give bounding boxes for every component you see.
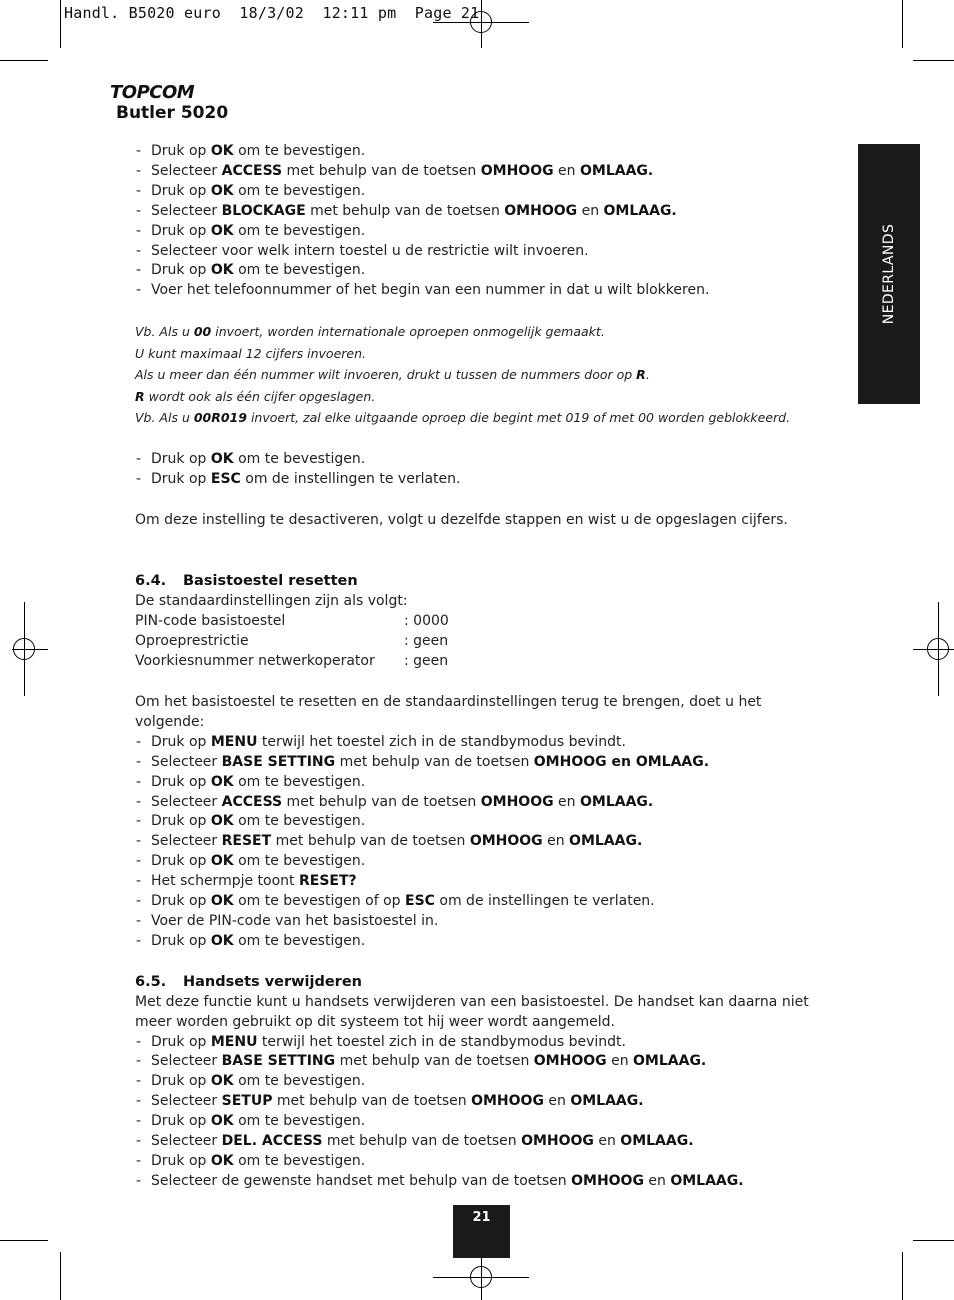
page-number: 21 <box>453 1205 510 1258</box>
text-run: met behulp van de toetsen <box>282 793 481 810</box>
note-line <box>135 386 835 408</box>
step-item <box>135 202 835 222</box>
text-run: invoert, worden internationale oproepen onmogelijk gemaakt. <box>211 324 605 340</box>
steps-list-blockage <box>135 142 835 301</box>
emphasis-text: OK <box>210 222 234 239</box>
step-item <box>135 1072 835 1092</box>
step-item <box>135 450 835 470</box>
text-run: Vb. Als u <box>135 410 194 426</box>
default-setting-value: : geen <box>404 633 449 650</box>
step-item <box>135 912 835 932</box>
step-item <box>135 733 835 753</box>
default-setting-value: : geen <box>404 653 449 670</box>
steps-list-delete-handset <box>135 1033 835 1192</box>
emphasis-text: BLOCKAGE <box>221 202 306 219</box>
step-item <box>135 932 835 952</box>
text-run: Druk op <box>151 932 211 949</box>
emphasis-text: OMHOOG <box>469 833 543 850</box>
text-run: Druk op <box>151 450 211 467</box>
text-run: Druk op <box>151 853 211 870</box>
emphasis-text: OMHOOG <box>533 1053 607 1070</box>
step-item <box>135 1132 835 1152</box>
step-item <box>135 142 835 162</box>
emphasis-text: MENU <box>210 1033 258 1050</box>
emphasis-text: OMHOOG <box>471 1093 544 1110</box>
emphasis-text: OK <box>210 1073 234 1090</box>
step-item <box>135 812 835 832</box>
section-heading-6-4: 6.4. Basistoestel resetten <box>135 573 358 590</box>
language-tab <box>858 144 920 404</box>
emphasis-text: OK <box>210 1113 234 1130</box>
handsets-intro: Met deze functie kunt u handsets verwijderen van een basistoestel. De handset kan daarna niet meer worden gebruikt op dit systeem tot hij weer wordt aangemeld. <box>135 993 809 1030</box>
text-run: Als u meer dan één nummer wilt invoeren, drukt u tussen de nummers door op <box>135 367 637 383</box>
emphasis-text: OK <box>210 182 234 199</box>
text-run: om te bevestigen. <box>233 773 366 790</box>
text-run: om te bevestigen. <box>233 182 366 199</box>
emphasis-text: 00R019 <box>193 410 247 426</box>
text-run: Voer het telefoonnummer of het begin van een nummer in dat u wilt blokkeren. <box>151 282 710 299</box>
emphasis-text: OK <box>210 813 234 830</box>
emphasis-text: OMLAAG. <box>633 1053 707 1070</box>
emphasis-text: BASE SETTING <box>221 753 336 770</box>
reset-lead: Om het basistoestel te resetten en de standaardinstellingen terug te brengen, doet u het volgende: <box>135 694 762 730</box>
text-run: Selecteer <box>151 793 222 810</box>
text-run: om te bevestigen. <box>233 1152 366 1169</box>
example-notes <box>135 321 835 429</box>
text-run: Druk op <box>151 182 211 199</box>
text-run: Druk op <box>151 893 211 910</box>
step-item <box>135 242 835 262</box>
emphasis-text: RESET <box>221 833 272 850</box>
text-run: om te bevestigen. <box>233 932 366 949</box>
text-run: om te bevestigen. <box>233 853 366 870</box>
emphasis-text: R <box>135 388 145 404</box>
step-item <box>135 470 835 490</box>
step-item <box>135 773 835 793</box>
text-run: Selecteer <box>151 1133 222 1150</box>
text-run: en <box>606 1053 634 1070</box>
default-setting-name: Voorkiesnummer netwerkoperator <box>135 653 375 670</box>
steps-list-reset <box>135 733 835 952</box>
step-item <box>135 261 835 281</box>
steps-list-confirm <box>135 450 835 490</box>
text-run: Druk op <box>151 733 211 750</box>
text-run: met behulp van de toetsen <box>322 1133 522 1150</box>
text-run: Het schermpje toont <box>151 873 299 890</box>
text-run: met behulp van de toetsen <box>335 1053 534 1070</box>
text-run: om de instellingen te verlaten. <box>240 470 461 487</box>
emphasis-text: ESC <box>405 893 435 910</box>
text-run: om te bevestigen. <box>233 1113 366 1130</box>
text-run: Selecteer <box>151 162 222 179</box>
step-item <box>135 162 835 182</box>
defaults-row <box>135 632 835 652</box>
emphasis-text: 00 <box>193 324 212 340</box>
text-run: om te bevestigen of op <box>233 893 406 910</box>
emphasis-text: OMHOOG <box>571 1172 644 1189</box>
text-run: Druk op <box>151 773 211 790</box>
text-run: Druk op <box>151 143 211 159</box>
emphasis-text: OMLAAG. <box>603 202 677 219</box>
text-run: om te bevestigen. <box>233 262 366 279</box>
step-item <box>135 1152 835 1172</box>
text-run: terwijl het toestel zich in de standbymodus bevindt. <box>257 733 626 750</box>
note-line <box>135 343 835 365</box>
emphasis-text: OMLAAG. <box>579 162 654 179</box>
text-run: wordt ook als één cijfer opgeslagen. <box>144 388 376 404</box>
text-run: Selecteer <box>151 833 222 850</box>
defaults-intro: De standaardinstellingen zijn als volgt: <box>135 593 408 610</box>
text-run: met behulp van de toetsen <box>272 1093 472 1110</box>
default-setting-name: PIN-code basistoestel <box>135 613 286 630</box>
emphasis-text: OMHOOG <box>521 1133 594 1150</box>
text-run: en <box>553 793 580 810</box>
text-run: invoert, zal elke uitgaande oproep die begint met 019 of met 00 worden geblokkeerd. <box>246 410 791 426</box>
emphasis-text: OMLAAG. <box>570 1093 644 1110</box>
brand-logo: TOPCOM <box>110 82 195 103</box>
emphasis-text: OMLAAG. <box>569 833 643 850</box>
text-run: en <box>543 1093 571 1110</box>
text-run: Druk op <box>151 1033 211 1050</box>
step-item <box>135 1052 835 1072</box>
default-setting-name: Oproeprestrictie <box>135 633 249 650</box>
text-run: Voer de PIN-code van het basistoestel in. <box>151 912 439 929</box>
print-header: Handl. B5020 euro 18/3/02 12:11 pm Page 21 <box>64 4 480 22</box>
model-title: Butler 5020 <box>116 103 229 123</box>
text-run: . <box>645 367 650 383</box>
emphasis-text: OK <box>210 262 234 279</box>
text-run: Druk op <box>151 1073 211 1090</box>
emphasis-text: OK <box>210 773 234 790</box>
step-item <box>135 793 835 813</box>
text-run: met behulp van de toetsen <box>282 162 481 179</box>
defaults-row <box>135 612 835 632</box>
step-item <box>135 1092 835 1112</box>
text-run: Druk op <box>151 262 211 279</box>
text-run: Druk op <box>151 470 211 487</box>
emphasis-text: MENU <box>210 733 258 750</box>
text-run: Druk op <box>151 1152 211 1169</box>
text-run: met behulp van de toetsen <box>305 202 505 219</box>
emphasis-text: ACCESS <box>221 162 283 179</box>
text-run: met behulp van de toetsen <box>271 833 470 850</box>
text-run: Druk op <box>151 222 211 239</box>
step-item <box>135 892 835 912</box>
text-run: om de instellingen te verlaten. <box>434 893 655 910</box>
step-item <box>135 753 835 773</box>
text-run: en <box>577 202 604 219</box>
emphasis-text: OK <box>210 932 234 949</box>
emphasis-text: OK <box>210 893 234 910</box>
defaults-table <box>135 612 835 672</box>
step-item <box>135 832 835 852</box>
text-run: Selecteer <box>151 202 222 219</box>
text-run: Selecteer <box>151 1053 222 1070</box>
text-run: Vb. Als u <box>135 324 194 340</box>
step-item <box>135 1112 835 1132</box>
emphasis-text: OMHOOG en OMLAAG. <box>533 753 710 770</box>
text-run: en <box>553 162 580 179</box>
text-run: om te bevestigen. <box>233 1073 366 1090</box>
text-run: Selecteer de gewenste handset met behulp van de toetsen <box>151 1172 572 1189</box>
step-item <box>135 222 835 242</box>
text-run: en <box>542 833 570 850</box>
step-item <box>135 1033 835 1053</box>
default-setting-value: : 0000 <box>404 613 449 630</box>
emphasis-text: R <box>636 367 646 383</box>
emphasis-text: RESET? <box>298 873 357 890</box>
text-run: Druk op <box>151 813 211 830</box>
note-line <box>135 321 835 343</box>
text-run: Druk op <box>151 1113 211 1130</box>
emphasis-text: ACCESS <box>221 793 283 810</box>
note-line <box>135 364 835 386</box>
emphasis-text: OK <box>210 450 234 467</box>
page-content <box>135 142 835 1192</box>
emphasis-text: ESC <box>210 470 241 487</box>
emphasis-text: OK <box>210 853 234 870</box>
text-run: U kunt maximaal 12 cijfers invoeren. <box>135 345 366 361</box>
emphasis-text: OMHOOG <box>480 793 554 810</box>
note-line <box>135 407 835 429</box>
text-run: en <box>593 1133 621 1150</box>
emphasis-text: OMLAAG. <box>620 1133 694 1150</box>
emphasis-text: OMLAAG. <box>670 1172 744 1189</box>
emphasis-text: OK <box>210 1152 234 1169</box>
text-run: om te bevestigen. <box>233 450 366 467</box>
language-tab-label: NEDERLANDS <box>881 223 897 325</box>
text-run: Selecteer <box>151 1093 222 1110</box>
text-run: om te bevestigen. <box>233 222 366 239</box>
text-run: terwijl het toestel zich in de standbymodus bevindt. <box>257 1033 626 1050</box>
deactivate-text: Om deze instelling te desactiveren, volgt u dezelfde stappen en wist u de opgeslagen cijfers. <box>135 511 788 528</box>
emphasis-text: BASE SETTING <box>221 1053 336 1070</box>
text-run: en <box>643 1172 671 1189</box>
emphasis-text: OK <box>210 143 234 159</box>
emphasis-text: DEL. ACCESS <box>221 1133 323 1150</box>
step-item <box>135 182 835 202</box>
text-run: Selecteer voor welk intern toestel u de restrictie wilt invoeren. <box>151 242 589 259</box>
text-run: Selecteer <box>151 753 222 770</box>
step-item <box>135 281 835 301</box>
section-heading-6-5: 6.5. Handsets verwijderen <box>135 973 362 990</box>
emphasis-text: OMHOOG <box>504 202 578 219</box>
text-run: om te bevestigen. <box>233 143 366 159</box>
step-item <box>135 872 835 892</box>
text-run: om te bevestigen. <box>233 813 366 830</box>
text-run: met behulp van de toetsen <box>335 753 534 770</box>
emphasis-text: SETUP <box>221 1093 273 1110</box>
step-item <box>135 1172 835 1192</box>
defaults-row <box>135 652 835 672</box>
emphasis-text: OMLAAG. <box>579 793 654 810</box>
emphasis-text: OMHOOG <box>480 162 554 179</box>
step-item <box>135 852 835 872</box>
